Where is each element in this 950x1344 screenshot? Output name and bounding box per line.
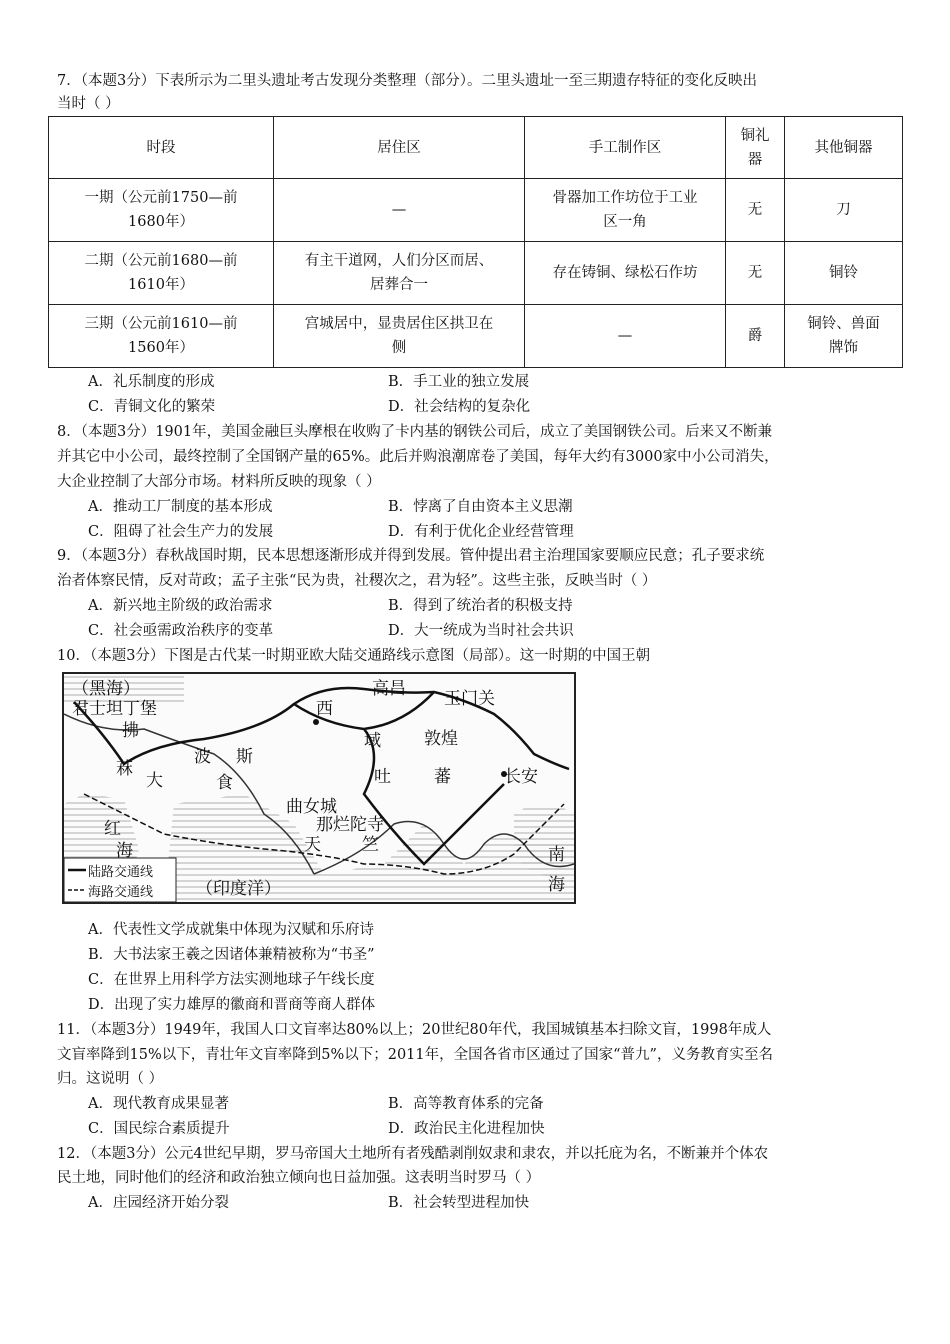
map-label-nalantuo: 那烂陀寺	[316, 815, 384, 835]
cell-other: 刀	[785, 179, 903, 242]
cell-ritual: 无	[726, 242, 785, 305]
q10-option-b[interactable]: B．大书法家王羲之因诸体兼精被称为“书圣”	[88, 947, 375, 963]
q10-option-d[interactable]: D．出现了实力雄厚的徽商和晋商等商人群体	[88, 997, 376, 1013]
q7-option-c[interactable]: C．青铜文化的繁荣	[88, 399, 216, 415]
cell-residence: —	[274, 179, 525, 242]
map-label-da: 大	[146, 771, 163, 791]
header-ritual-bronze	[726, 117, 785, 179]
q10-option-a[interactable]: A．代表性文学成就集中体现为汉赋和乐府诗	[88, 922, 374, 938]
legend-land-label: 陆路交通线	[88, 865, 154, 880]
cell-ritual: 无	[726, 179, 785, 242]
q9-line2: 治者体察民情，反对苛政；孟子主张“民为贵，社稷次之，君为轻”。这些主张，反映当时（ ）	[57, 573, 657, 589]
q7-option-d[interactable]: D．社会结构的复杂化	[388, 399, 531, 415]
map-label-fu: 拂	[122, 721, 139, 741]
map-label-xi: 西	[316, 699, 333, 719]
q10-option-c[interactable]: C．在世界上用科学方法实测地球子午线长度	[88, 972, 375, 988]
q9-option-a[interactable]: A．新兴地主阶级的政治需求	[88, 598, 273, 614]
header-other-bronze: 其他铜器	[785, 117, 903, 179]
cell-ritual: 爵	[726, 305, 785, 368]
q12-option-b[interactable]: B．社会转型进程加快	[388, 1195, 530, 1211]
q11-option-a[interactable]: A．现代教育成果显著	[88, 1096, 229, 1112]
header-ritual-l1: 铜礼	[740, 127, 770, 144]
map-label-tian: 天	[304, 835, 321, 855]
q11-line2: 文盲率降到15%以下，青壮年文盲率降到5%以下；2011年，全国各省市区通过了国家“普九”，义务教育实至名	[57, 1047, 773, 1063]
cell-other: 铜铃、兽面 牌饰	[785, 305, 903, 368]
table-row	[49, 305, 903, 368]
header-period: 时段	[49, 117, 274, 179]
q11-option-d[interactable]: D．政治民主化进程加快	[388, 1121, 545, 1137]
map-label-constantinople: 君士坦丁堡	[72, 699, 157, 719]
q12-option-a[interactable]: A．庄园经济开始分裂	[88, 1195, 229, 1211]
q7-table	[48, 116, 903, 368]
q7-option-a[interactable]: A．礼乐制度的形成	[88, 374, 215, 390]
cell-craft: 骨器加工作坊位于工业 区一角	[525, 179, 726, 242]
cell-craft: —	[525, 305, 726, 368]
q8-option-a[interactable]: A．推动工厂制度的基本形成	[88, 499, 273, 515]
gaochang-dot	[313, 719, 319, 725]
q10-stem: 10．（本题3分）下图是古代某一时期亚欧大陆交通路线示意图（局部）。这一时期的中国王朝	[57, 648, 651, 664]
map-label-fan: 蕃	[434, 767, 451, 787]
map-label-shi: 食	[216, 773, 233, 793]
map-label-zhu: 竺	[362, 835, 379, 855]
map-label-yu: 域	[364, 731, 381, 751]
q8-line2: 并其它中小公司，最终控制了全国钢产量的65%。此后并购浪潮席卷了美国，每年大约有3000家中小公司消失，	[57, 449, 779, 465]
q11-line3: 归。这说明（ ）	[57, 1071, 164, 1087]
map-label-hai: 海	[116, 841, 133, 861]
map-label-quncheng: 曲女城	[286, 797, 337, 817]
q9-option-d[interactable]: D．大一统成为当时社会共识	[388, 623, 574, 639]
map-label-lin: 菻	[116, 759, 133, 779]
map-label-nan: 南	[548, 845, 565, 865]
q7-option-b[interactable]: B．手工业的独立发展	[388, 374, 530, 390]
cell-residence: 有主干道网，人们分区而居、 居葬合一	[274, 242, 525, 305]
cell-period: 一期（公元前1750—前 1680年）	[49, 179, 274, 242]
map-label-tu: 吐	[374, 767, 391, 787]
cell-period: 三期（公元前1610—前 1560年）	[49, 305, 274, 368]
q11-option-c[interactable]: C．国民综合素质提升	[88, 1121, 230, 1137]
map-label-dunhuang: 敦煌	[424, 729, 458, 749]
cell-craft: 存在铸铜、绿松石作坊	[525, 242, 726, 305]
map-label-hong: 红	[104, 819, 121, 839]
map-label-indian-ocean: （印度洋）	[196, 879, 281, 899]
legend-sea-label: 海路交通线	[88, 885, 154, 900]
header-residence: 居住区	[274, 117, 525, 179]
q12-line1: 12．（本题3分）公元4世纪早期，罗马帝国大土地所有者残酷剥削奴隶和隶农，并以托庇为名，不断兼并个体农	[57, 1146, 769, 1162]
q11-line1: 11．（本题3分）1949年，我国人口文盲率达80%以上；20世纪80年代，我国城镇基本扫除文盲，1998年成人	[57, 1022, 772, 1038]
q11-option-b[interactable]: B．高等教育体系的完备	[388, 1096, 544, 1112]
cell-other: 铜铃	[785, 242, 903, 305]
map-label-nanhai: 海	[548, 875, 565, 895]
map-label-gaochang: 高昌	[372, 679, 406, 699]
map-label-yumenguan: 玉门关	[444, 689, 495, 709]
q7-stem-line1: 7．（本题3分）下表所示为二里头遗址考古发现分类整理（部分）。二里头遗址一至三期遗存特征的变化反映出	[57, 73, 757, 89]
q8-option-c[interactable]: C．阻碍了社会生产力的发展	[88, 524, 274, 540]
q9-line1: 9．（本题3分）春秋战国时期，民本思想逐渐形成并得到发展。管仲提出君主治理国家要顺应民意；孔子要求统	[57, 548, 765, 564]
q9-option-b[interactable]: B．得到了统治者的积极支持	[388, 598, 573, 614]
map-label-bo: 波	[194, 747, 211, 767]
header-craft: 手工制作区	[525, 117, 726, 179]
cell-period: 二期（公元前1680—前 1610年）	[49, 242, 274, 305]
cell-residence: 宫城居中，显贵居住区拱卫在 侧	[274, 305, 525, 368]
route-map	[62, 672, 576, 904]
header-ritual-l2: 器	[747, 151, 763, 168]
q12-line2: 民土地，同时他们的经济和政治独立倾向也日益加强。这表明当时罗马（ ）	[57, 1170, 541, 1186]
map-label-si: 斯	[236, 747, 253, 767]
table-row	[49, 179, 903, 242]
q7-stem-line2: 当时（ ）	[57, 96, 120, 112]
q9-option-c[interactable]: C．社会亟需政治秩序的变革	[88, 623, 274, 639]
q8-line3: 大企业控制了大部分市场。材料所反映的现象（ ）	[57, 474, 381, 490]
map-label-heihai: （黑海）	[72, 679, 140, 699]
q8-option-d[interactable]: D．有利于优化企业经营管理	[388, 524, 574, 540]
q8-option-b[interactable]: B．悖离了自由资本主义思潮	[388, 499, 573, 515]
q8-line1: 8．（本题3分）1901年，美国金融巨头摩根在收购了卡内基的钢铁公司后，成立了美国钢铁公司。后来又不断兼	[57, 424, 773, 440]
table-row	[49, 242, 903, 305]
map-label-changan: 长安	[504, 767, 538, 787]
